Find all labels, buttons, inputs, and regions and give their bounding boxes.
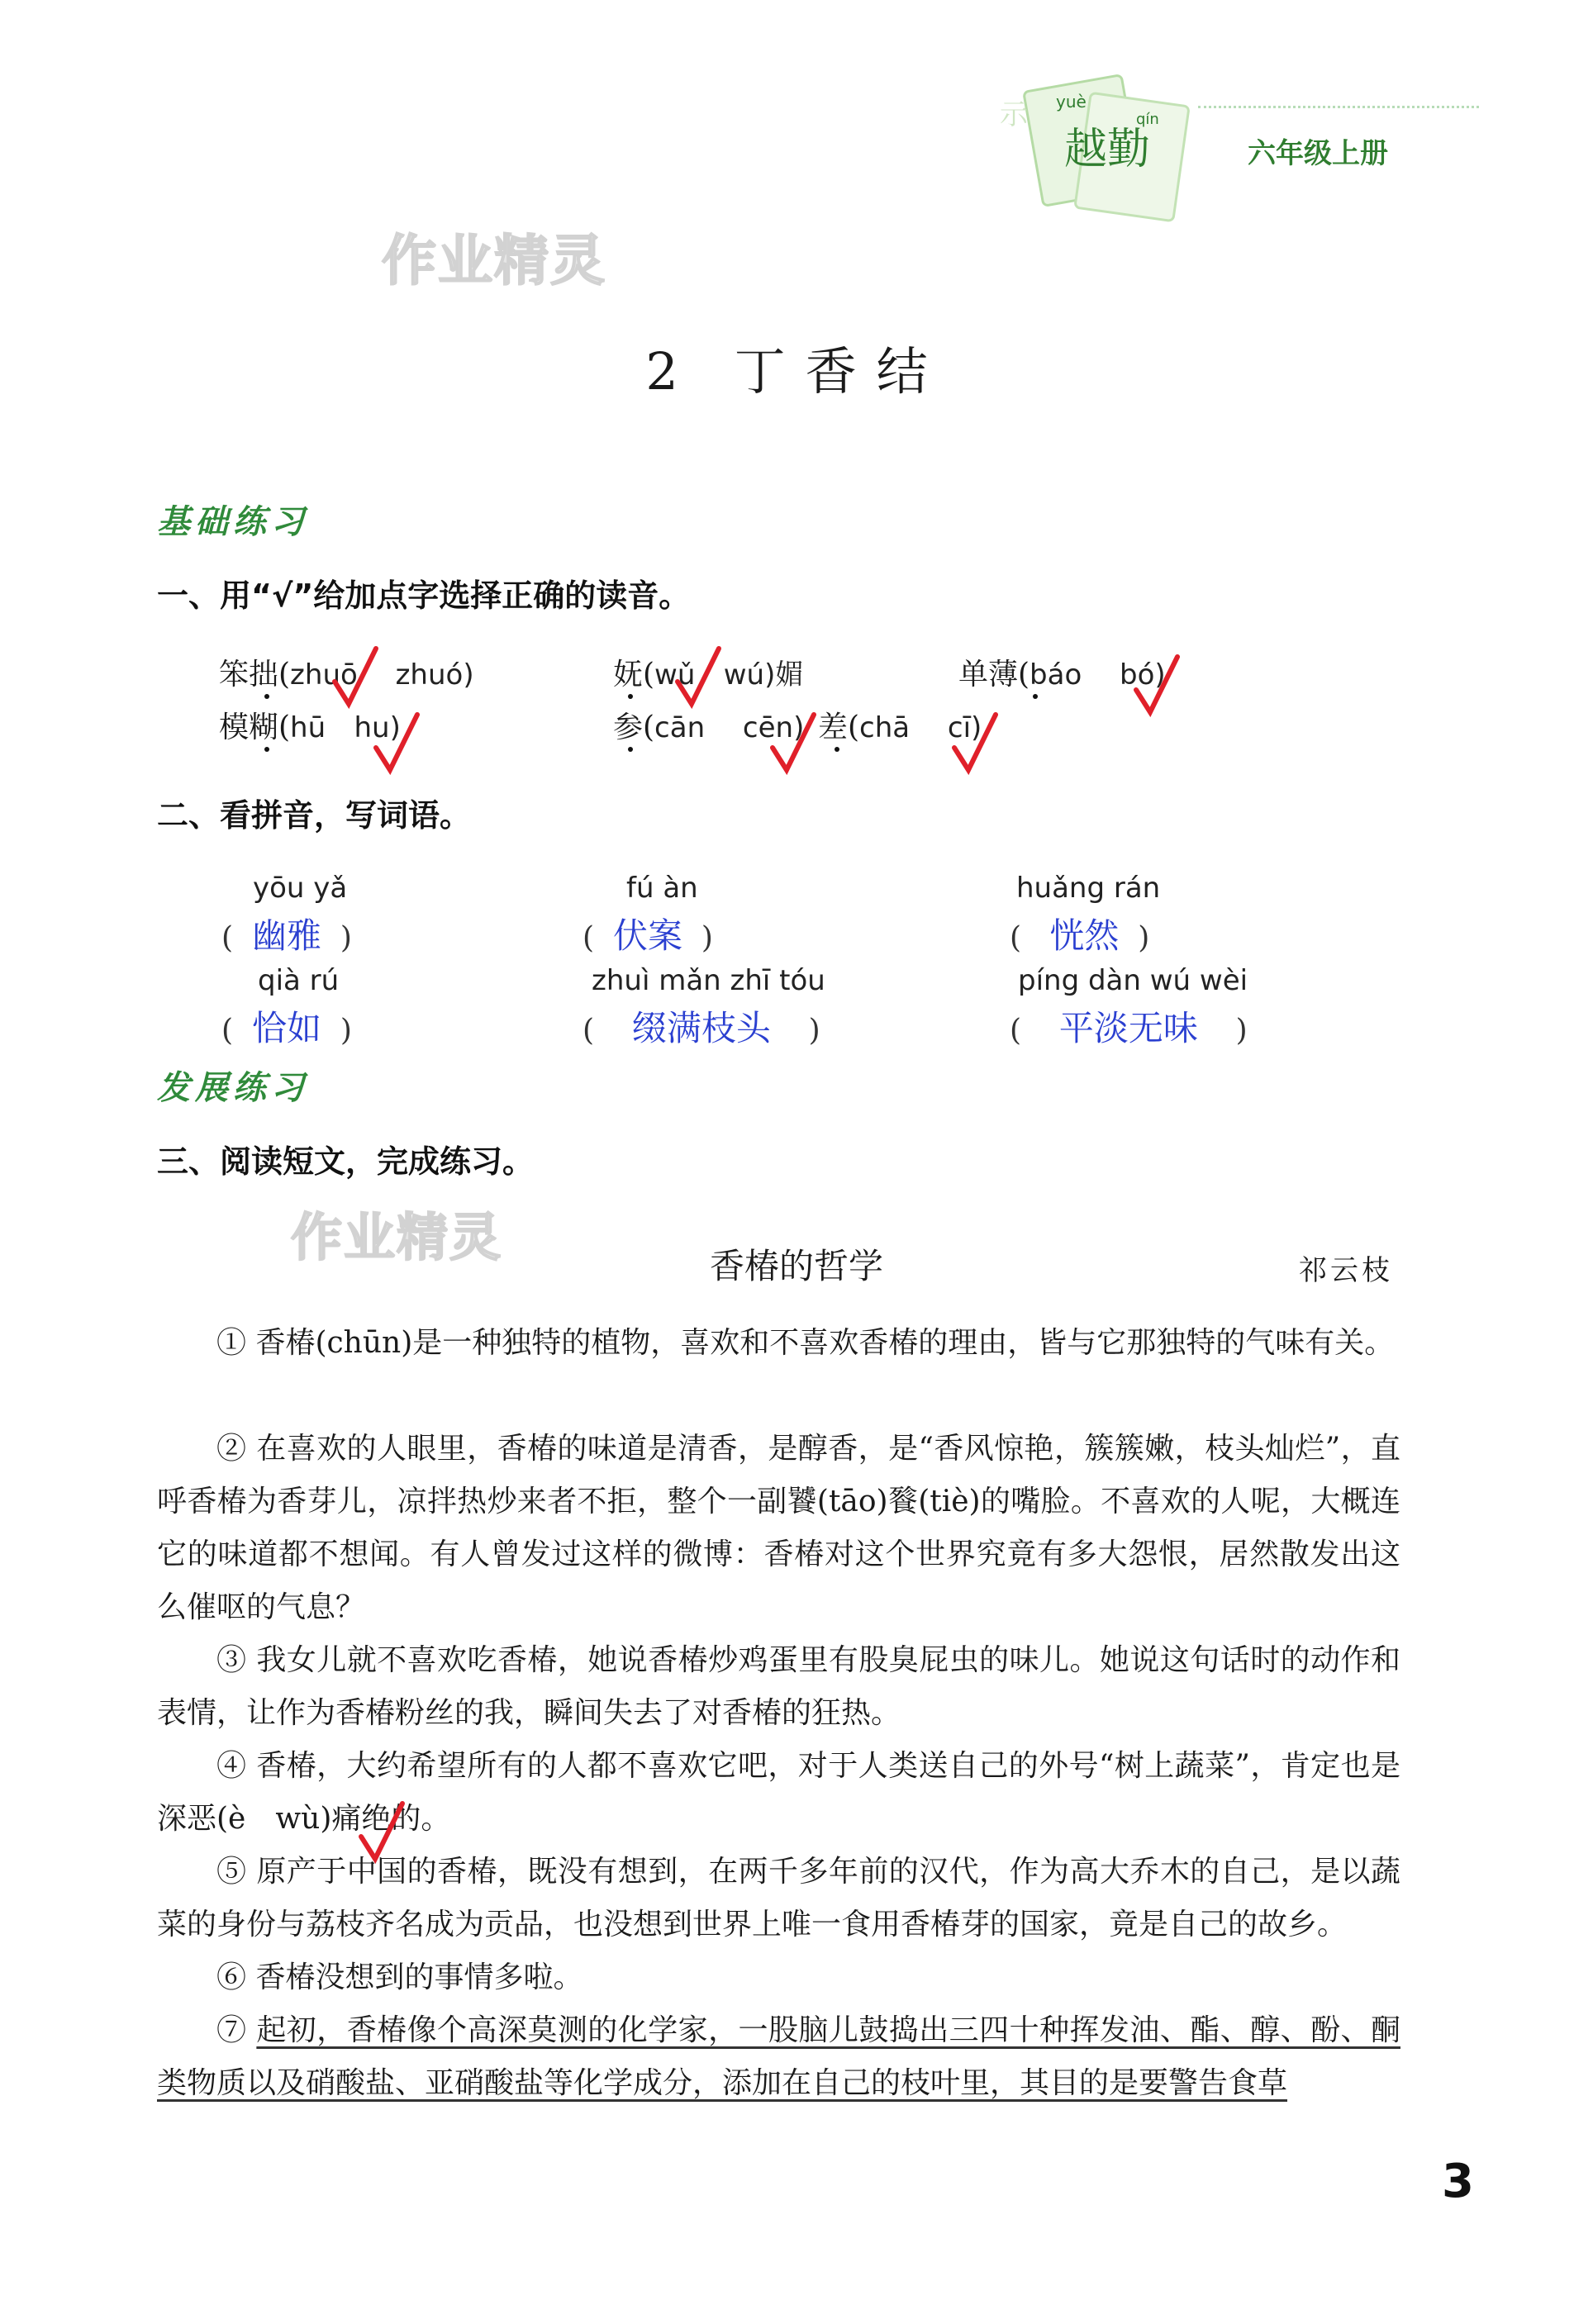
q1-item-a3: 单薄(báo bó) (958, 658, 1166, 691)
emphasis-dot (264, 694, 269, 699)
q2-answer: 平淡无味 (1058, 1008, 1198, 1048)
paragraph-5: ⑤ 原产于中国的香椿，既没有想到，在两千多年前的汉代，作为高大乔木的自己，是以蔬菜的身份与荔枝齐名成为贡品，也没想到世界上唯一食用香椿芽的国家，竟是自己的故乡。 (157, 1855, 1400, 1941)
check-mark-icon (330, 644, 380, 711)
emphasis-dot (1033, 694, 1038, 699)
q2-answer-box: ( 平淡无味 ) (1010, 1008, 1248, 1048)
section-heading-development: 发展练习 (157, 1069, 309, 1107)
q2-answer: 幽雅 (251, 915, 321, 956)
emphasis-dot (835, 747, 839, 752)
question-1: 一、用“√”给加点字选择正确的读音。 (157, 577, 691, 614)
book-logo (991, 66, 1206, 223)
q2-pinyin: píng dàn wú wèi (1018, 964, 1248, 997)
q1-item-a2: 妩(wǔ wú)媚 (613, 658, 804, 691)
q2-answer-box: ( 缀满枝头 ) (583, 1008, 820, 1048)
q2-answer: 缀满枝头 (631, 1008, 771, 1048)
paragraph-4: ④ 香椿，大约希望所有的人都不喜欢它吧，对于人类送自己的外号“树上蔬菜”，肯定也是深恶(è wù)痛绝的。 (157, 1749, 1400, 1836)
svg-text:qín: qín (1136, 111, 1159, 128)
q2-answer-box: ( 幽雅 ) (221, 915, 352, 956)
section-heading-basic: 基础练习 (157, 503, 309, 541)
svg-text:yuè: yuè (1056, 92, 1087, 112)
check-mark-icon (1132, 653, 1182, 719)
emphasis-dot (628, 694, 633, 699)
q1-item-b3: 差(chā cī) (818, 711, 982, 744)
emphasis-dot (628, 747, 633, 752)
q2-answer: 恍然 (1049, 915, 1120, 956)
question-2: 二、看拼音，写词语。 (157, 797, 472, 834)
paragraph-3: ③ 我女儿就不喜欢吃香椿，她说香椿炒鸡蛋里有股臭屁虫的味儿。她说这句话时的动作和表情，让作为香椿粉丝的我，瞬间失去了对香椿的狂热。 (157, 1643, 1400, 1730)
paragraph-7: ⑦ 起初，香椿像个高深莫测的化学家，一股脑儿鼓捣出三四十种挥发油、酯、醇、酚、酮类物质以及硝酸盐、亚硝酸盐等化学成分，添加在自己的枝叶里，其目的是要警告食草 (157, 2013, 1400, 2100)
svg-text:示: 示 (1000, 98, 1028, 131)
q2-pinyin: fú àn (626, 872, 698, 905)
page-number: 3 (1442, 2155, 1474, 2208)
article-title: 香椿的哲学 (709, 1246, 883, 1286)
question-3: 三、阅读短文，完成练习。 (157, 1143, 535, 1180)
check-mark-icon (673, 644, 723, 711)
check-mark-icon (372, 711, 421, 777)
q1-item-a1: 笨拙(zhuō zhuó) (219, 658, 474, 691)
lesson-title: 2 丁香结 (645, 341, 948, 402)
paragraph-1: ① 香椿(chūn)是一种独特的植物，喜欢和不喜欢香椿的理由，皆与它那独特的气味有关。 (216, 1326, 1395, 1360)
q2-answer-box: ( 恰如 ) (221, 1008, 352, 1048)
check-mark-icon (357, 1799, 407, 1865)
watermark: 作业精灵 (291, 1207, 503, 1267)
watermark: 作业精灵 (382, 229, 606, 292)
header-rule (1198, 106, 1479, 108)
logo-text: 越勤 (1064, 125, 1151, 174)
paragraph-2: ② 在喜欢的人眼里，香椿的味道是清香，是醇香，是“香风惊艳，簇簇嫩，枝头灿烂”，直呼香椿为香芽儿，凉拌热炒来者不拒，整个一副饕(tāo)餮(tiè)的嘴脸。不喜欢的人呢，大概连它的味道都不想闻。有人曾发过这样的微博：香椿对这个世界究竟有多大怨恨，居然散发出这么催呕的气息？ (157, 1432, 1400, 1624)
q2-answer-box: ( 恍然 ) (1010, 915, 1150, 956)
q2-pinyin: yōu yǎ (253, 872, 348, 905)
q2-answer: 恰如 (251, 1008, 321, 1048)
q1-item-b2: 参(cān cēn) (613, 711, 805, 744)
check-mark-icon (768, 711, 818, 777)
q2-pinyin: qià rú (258, 964, 340, 997)
underlined-sentence: 起初，香椿像个高深莫测的化学家，一股脑儿鼓捣出三四十种挥发油、酯、醇、酚、酮类物质以及硝酸盐、亚硝酸盐等化学成分，添加在自己的枝叶里，其目的是要警告食草 (157, 2013, 1400, 2100)
q2-answer-box: ( 伏案 ) (583, 915, 713, 956)
paragraph-6: ⑥ 香椿没想到的事情多啦。 (216, 1960, 583, 1994)
q2-pinyin: zhuì mǎn zhī tóu (592, 964, 825, 997)
emphasis-dot (264, 747, 269, 752)
check-mark-icon (950, 711, 1000, 777)
q2-pinyin: huǎng rán (1016, 872, 1161, 905)
article-author: 祁云枝 (1299, 1254, 1393, 1287)
q2-answer: 伏案 (612, 915, 682, 956)
q1-item-b1: 模糊(hū hu) (219, 711, 401, 744)
grade-label: 六年级上册 (1248, 137, 1388, 170)
